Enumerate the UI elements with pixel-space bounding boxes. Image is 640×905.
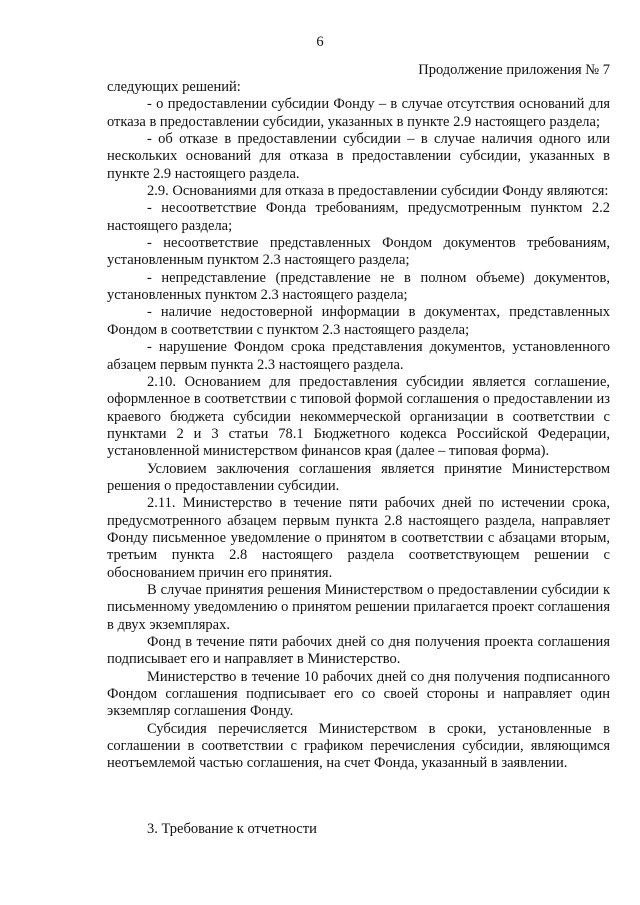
- paragraph: 2.10. Основанием для предоставления субсидии является соглашение, оформленное в соответствии с типовой формой соглашения о предоставлении из краевого бюджета субсидии некоммерческой организации в соответствии с пунктами 2 и 3 статьи 78.1 Бюджетного кодекса Российской Федерации, установленной министерством финансов края (далее – типовая форма).: [107, 373, 610, 460]
- paragraph: следующих решений:: [107, 79, 241, 95]
- section-heading: 3. Требование к отчетности: [147, 821, 317, 837]
- document-body: [107, 79, 610, 773]
- paragraph: Условием заключения соглашения является принятие Министерством решения о предоставлении субсидии.: [107, 460, 610, 494]
- paragraph: 2.9. Основаниями для отказа в предоставлении субсидии Фонду являются:: [147, 183, 609, 200]
- paragraph: - непредставление (представление не в полном объеме) документов, установленных пунктом 2.3 настоящего раздела;: [107, 269, 610, 304]
- paragraph: - об отказе в предоставлении субсидии – в случае наличия одного или нескольких оснований для отказа в предоставлении субсидии, указанных в пункте 2.9 настоящего раздела.: [107, 131, 610, 182]
- paragraph: - наличие недостоверной информации в документах, представленных Фондом в соответствии с пунктом 2.3 настоящего раздела;: [107, 304, 610, 338]
- paragraph: Министерство в течение 10 рабочих дней со дня получения подписанного Фондом соглашения подписывает его со своей стороны и направляет один экземпляр соглашения Фонду.: [107, 668, 610, 720]
- paragraph: - несоответствие Фонда требованиям, предусмотренным пунктом 2.2 настоящего раздела;: [107, 200, 610, 234]
- paragraph: - несоответствие представленных Фондом документов требованиям, установленным пунктом 2.3 настоящего раздела;: [107, 235, 610, 269]
- paragraph: Фонд в течение пяти рабочих дней со дня получения проекта соглашения подписывает его и направляет в Министерство.: [107, 634, 610, 668]
- appendix-continuation-label: Продолжение приложения № 7: [418, 62, 610, 78]
- paragraph: - о предоставлении субсидии Фонду – в случае отсутствия оснований для отказа в предоставлении субсидии, указанных в пункте 2.9 настоящего раздела;: [107, 96, 610, 130]
- paragraph: - нарушение Фондом срока представления документов, установленного абзацем первым пункта 2.3 настоящего раздела.: [107, 339, 610, 373]
- paragraph: 2.11. Министерство в течение пяти рабочих дней по истечении срока, предусмотренного абзацем первым пункта 2.8 настоящего раздела, направляет Фонду письменное уведомление о принятом в соответствии с абзацами вторым, третьим пункта 2.8 настоящего раздела соответствующем решении с обоснованием причин его принятия.: [107, 495, 610, 581]
- paragraph: В случае принятия решения Министерством о предоставлении субсидии к письменному уведомлению о принятом решении прилагается проект соглашения в двух экземплярах.: [107, 581, 610, 633]
- page-number: 6: [316, 34, 324, 50]
- paragraph: Субсидия перечисляется Министерством в сроки, установленные в соглашении в соответствии с графиком перечисления субсидии, являющимся неотъемлемой частью соглашения, на счет Фонда, указанный в заявлении.: [107, 720, 610, 772]
